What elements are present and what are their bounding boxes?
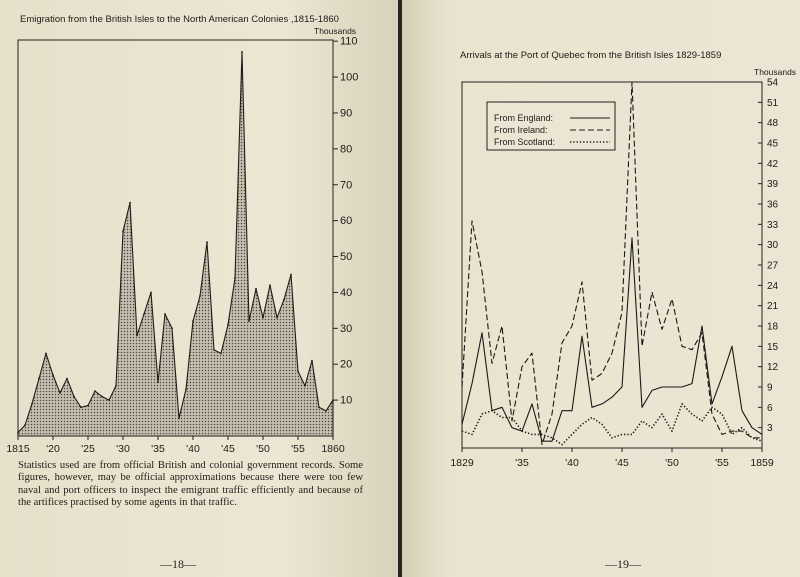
chart2-y-tick-label: 27 (767, 260, 779, 272)
right-page (402, 0, 800, 577)
emigration-point (297, 371, 299, 373)
chart1-x-tick-label: '45 (221, 443, 235, 455)
emigration-point (192, 320, 194, 322)
emigration-point (318, 406, 320, 408)
emigration-area (18, 52, 333, 436)
emigration-point (220, 353, 222, 355)
chart1-y-tick-label: 50 (340, 251, 353, 264)
chart2-y-tick-label: 21 (767, 301, 779, 313)
chart1-x-tick-label: 1860 (321, 443, 345, 455)
chart2-title: Arrivals at the Port of Quebec from the British Isles 1829-1859 (460, 50, 722, 61)
chart2-y-tick-label: 39 (767, 179, 779, 191)
emigration-point (199, 295, 201, 297)
emigration-point (80, 406, 82, 408)
chart2-legend (487, 102, 615, 150)
chart2-x-tick-label: '55 (715, 457, 729, 469)
chart2-y-tick-label: 9 (767, 382, 773, 394)
emigration-point (17, 432, 19, 434)
emigration-point (241, 51, 243, 53)
chart2-x-tick-label: '35 (515, 457, 529, 469)
chart1-y-tick-label: 40 (340, 286, 353, 299)
chart1-y-tick-label: 20 (340, 358, 353, 371)
emigration-point (283, 299, 285, 301)
chart1-y-tick-label: 90 (340, 107, 353, 120)
quebec-arrivals-chart (402, 0, 800, 480)
chart1-x-tick-label: '35 (151, 443, 165, 455)
emigration-point (213, 349, 215, 351)
emigration-point (150, 292, 152, 294)
emigration-point (108, 399, 110, 401)
chart1-x-tick-label: '50 (256, 443, 270, 455)
chart2-y-tick-label: 54 (767, 77, 779, 89)
emigration-point (171, 327, 173, 329)
chart1-x-tick-label: '55 (291, 443, 305, 455)
emigration-point (101, 396, 103, 398)
chart2-y-tick-label: 6 (767, 402, 773, 414)
emigration-point (255, 288, 257, 290)
chart2-y-tick-label: 42 (767, 158, 779, 170)
chart2-y-tick-label: 51 (767, 97, 779, 109)
emigration-point (59, 392, 61, 394)
emigration-point (262, 317, 264, 319)
emigration-point (129, 202, 131, 204)
emigration-point (87, 405, 89, 407)
emigration-point (122, 231, 124, 233)
emigration-point (248, 320, 250, 322)
emigration-chart (0, 0, 398, 460)
emigration-point (269, 284, 271, 286)
legend-label: From England: (494, 113, 554, 123)
page-number-left: —18— (160, 557, 196, 571)
chart2-y-tick-label: 45 (767, 138, 779, 150)
chart1-y-tick-label: 10 (340, 394, 353, 407)
chart2-x-tick-label: '40 (565, 457, 579, 469)
statistics-caption: Statistics used are from official British and colonial government records. Some figures, however, may be official approximations because there were too few naval and port officers to inspect the emigrant traffic efficiently and because of the artifices practised by some agents in that traffic. (18, 460, 363, 509)
chart2-y-tick-label: 18 (767, 321, 779, 333)
emigration-point (143, 313, 145, 315)
left-page (0, 0, 398, 577)
chart2-y-tick-label: 36 (767, 199, 779, 211)
chart2-y-tick-label: 48 (767, 118, 779, 130)
emigration-point (52, 374, 54, 376)
emigration-point (185, 388, 187, 390)
emigration-point (304, 385, 306, 387)
chart1-y-unit-label: Thousands (314, 26, 357, 36)
emigration-point (276, 317, 278, 319)
chart2-x-tick-label: 1859 (750, 457, 774, 469)
emigration-point (45, 353, 47, 355)
emigration-point (115, 385, 117, 387)
chart2-y-tick-label: 30 (767, 240, 779, 252)
emigration-point (311, 360, 313, 362)
chart2-y-tick-label: 24 (767, 280, 779, 292)
emigration-point (66, 378, 68, 380)
chart2-y-tick-label: 33 (767, 219, 779, 231)
emigration-point (234, 277, 236, 279)
legend-label: From Ireland: (494, 125, 548, 135)
chart1-x-tick-label: '25 (81, 443, 95, 455)
chart1-y-tick-label: 100 (340, 71, 359, 84)
chart1-y-tick-label: 80 (340, 143, 353, 156)
chart1-x-tick-label: '30 (116, 443, 130, 455)
chart1-y-tick-label: 60 (340, 215, 353, 228)
chart1-y-tick-label: 110 (340, 35, 358, 48)
emigration-point (31, 403, 33, 405)
emigration-point (38, 378, 40, 380)
emigration-point (227, 324, 229, 326)
chart2-y-unit-label: Thousands (754, 67, 797, 77)
chart2-y-tick-label: 15 (767, 341, 779, 353)
chart2-x-tick-label: '45 (615, 457, 629, 469)
page-number-right: —19— (605, 557, 641, 571)
chart1-y-tick-label: 30 (340, 322, 353, 335)
emigration-point (325, 410, 327, 412)
emigration-point (178, 417, 180, 419)
chart2-x-tick-label: 1829 (450, 457, 474, 469)
chart1-x-tick-label: 1815 (6, 443, 30, 455)
book-gutter (398, 0, 402, 577)
legend-label: From Scotland: (494, 137, 556, 147)
emigration-point (290, 274, 292, 276)
emigration-point (206, 241, 208, 243)
emigration-point (157, 381, 159, 383)
chart2-x-tick-label: '50 (665, 457, 679, 469)
emigration-point (94, 390, 96, 392)
chart1-x-tick-label: '20 (46, 443, 60, 455)
emigration-point (136, 335, 138, 337)
emigration-point (73, 396, 75, 398)
chart1-y-tick-label: 70 (340, 179, 353, 192)
emigration-point (164, 313, 166, 315)
chart1-title: Emigration from the British Isles to the North American Colonies ,1815-1860 (20, 14, 339, 25)
emigration-point (24, 424, 26, 426)
chart2-y-tick-label: 12 (767, 362, 779, 374)
chart2-y-tick-label: 3 (767, 423, 773, 435)
chart1-x-tick-label: '40 (186, 443, 200, 455)
series-line-scotland (462, 404, 762, 445)
